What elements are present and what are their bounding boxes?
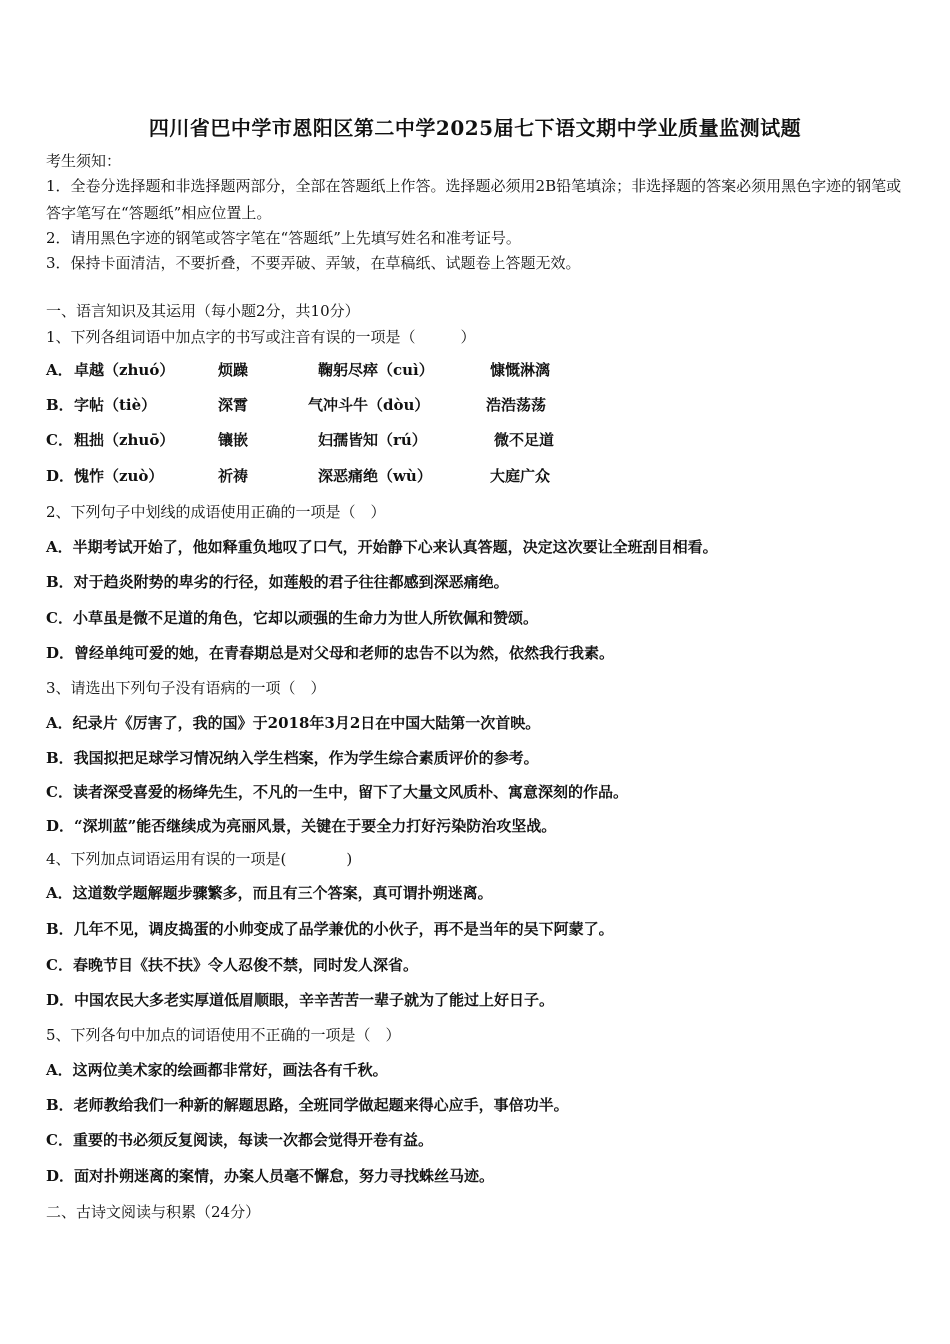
q4-option-b: B．几年不见，调皮捣蛋的小帅变成了品学兼优的小伙子，再不是当年的吴下阿蒙了。 xyxy=(46,920,614,938)
page-title: 四川省巴中学市恩阳区第二中学2025届七下语文期中学业质量监测试题 xyxy=(148,116,802,140)
notice-item-1: 1．全卷分选择题和非选择题两部分，全部在答题纸上作答。选择题必须用2B铅笔填涂；非选择题的答案必须用黑色字迹的钢笔或答字笔写在“答题纸”相应位置上。 xyxy=(46,177,902,222)
q1-option-d-label: D． xyxy=(46,467,75,485)
q1-option-c-word-3: 妇孺皆知（rú） xyxy=(318,431,427,449)
q1-option-a-word-4: 慷慨淋漓 xyxy=(490,361,551,379)
q1-option-d-word-1: 愧怍（zuò） xyxy=(74,467,164,485)
notice-heading: 考生须知： xyxy=(46,152,122,170)
q5-option-a: A．这两位美术家的绘画都非常好，画法各有千秋。 xyxy=(46,1061,388,1079)
notice-item-3: 3．保持卡面清洁，不要折叠，不要弄破、弄皱，在草稿纸、试题卷上答题无效。 xyxy=(46,254,581,272)
q5-option-b: B．老师教给我们一种新的解题思路，全班同学做起题来得心应手，事倍功半。 xyxy=(46,1096,569,1114)
q1-option-c-word-1: 粗拙（zhuō） xyxy=(74,431,175,449)
notice-item-2: 2．请用黑色字迹的钢笔或答字笔在“答题纸”上先填写姓名和准考证号。 xyxy=(46,229,521,247)
q4-option-a: A．这道数学题解题步骤繁多，而且有三个答案，真可谓扑朔迷离。 xyxy=(46,884,493,902)
q1-option-d-word-3: 深恶痛绝（wù） xyxy=(318,467,432,485)
q3-option-b: B．我国拟把足球学习情况纳入学生档案，作为学生综合素质评价的参考。 xyxy=(46,749,539,767)
section-1-heading: 一、语言知识及其运用（每小题2分，共10分） xyxy=(46,302,360,320)
q5-option-c: C．重要的书必须反复阅读，每读一次都会觉得开卷有益。 xyxy=(46,1131,433,1149)
q1-option-b-word-2: 深霄 xyxy=(218,396,249,414)
q1-option-b-word-3: 气冲斗牛（dòu） xyxy=(308,396,430,414)
q5-option-d: D．面对扑朔迷离的案情，办案人员毫不懈怠，努力寻找蛛丝马迹。 xyxy=(46,1167,495,1185)
q1-option-d-word-2: 祈祷 xyxy=(218,467,249,485)
q3-option-d: D．“深圳蓝”能否继续成为亮丽风景，关键在于要全力打好污染防治攻坚战。 xyxy=(46,817,557,835)
q1-option-c-word-4: 微不足道 xyxy=(494,431,555,449)
q1-option-a-word-2: 烦躁 xyxy=(218,361,249,379)
q2-option-a: A．半期考试开始了，他如释重负地叹了口气，开始静下心来认真答题，决定这次要让全班刮目相看。 xyxy=(46,538,718,556)
q1-option-b-word-1: 字帖（tiè） xyxy=(74,396,157,414)
q3-option-a: A．纪录片《厉害了，我的国》于2018年3月2日在中国大陆第一次首映。 xyxy=(46,714,541,732)
q2-option-c: C．小草虽是微不足道的角色，它却以顽强的生命力为世人所钦佩和赞颂。 xyxy=(46,609,538,627)
question-2-stem: 2、下列句子中划线的成语使用正确的一项是（ ） xyxy=(46,503,386,521)
section-2-heading: 二、古诗文阅读与积累（24分） xyxy=(46,1203,261,1221)
q3-option-c: C．读者深受喜爱的杨绛先生，不凡的一生中，留下了大量文风质朴、寓意深刻的作品。 xyxy=(46,783,628,801)
q2-option-d: D．曾经单纯可爱的她，在青春期总是对父母和老师的忠告不以为然，依然我行我素。 xyxy=(46,644,615,662)
q1-option-d-word-4: 大庭广众 xyxy=(490,467,551,485)
q1-option-a-word-3: 鞠躬尽瘁（cuì） xyxy=(318,361,434,379)
q1-option-b-label: B． xyxy=(46,396,74,414)
q1-option-c-word-2: 镶嵌 xyxy=(218,431,249,449)
q1-option-a-word-1: 卓越（zhuó） xyxy=(74,361,175,379)
q1-option-b-word-4: 浩浩荡荡 xyxy=(486,396,547,414)
q1-option-c-label: C． xyxy=(46,431,73,449)
q2-option-b: B．对于趋炎附势的卑劣的行径，如莲般的君子往往都感到深恶痛绝。 xyxy=(46,573,509,591)
question-1-stem: 1、下列各组词语中加点字的书写或注音有误的一项是（ ） xyxy=(46,328,476,346)
question-4-stem: 4、下列加点词语运用有误的一项是( ) xyxy=(46,850,353,868)
question-3-stem: 3、请选出下列句子没有语病的一项（ ） xyxy=(46,679,326,697)
q4-option-d: D．中国农民大多老实厚道低眉顺眼，辛辛苦苦一辈子就为了能过上好日子。 xyxy=(46,991,555,1009)
question-5-stem: 5、下列各句中加点的词语使用不正确的一项是（ ） xyxy=(46,1026,401,1044)
q4-option-c: C．春晚节目《扶不扶》令人忍俊不禁，同时发人深省。 xyxy=(46,956,418,974)
q1-option-a-label: A． xyxy=(46,361,73,379)
